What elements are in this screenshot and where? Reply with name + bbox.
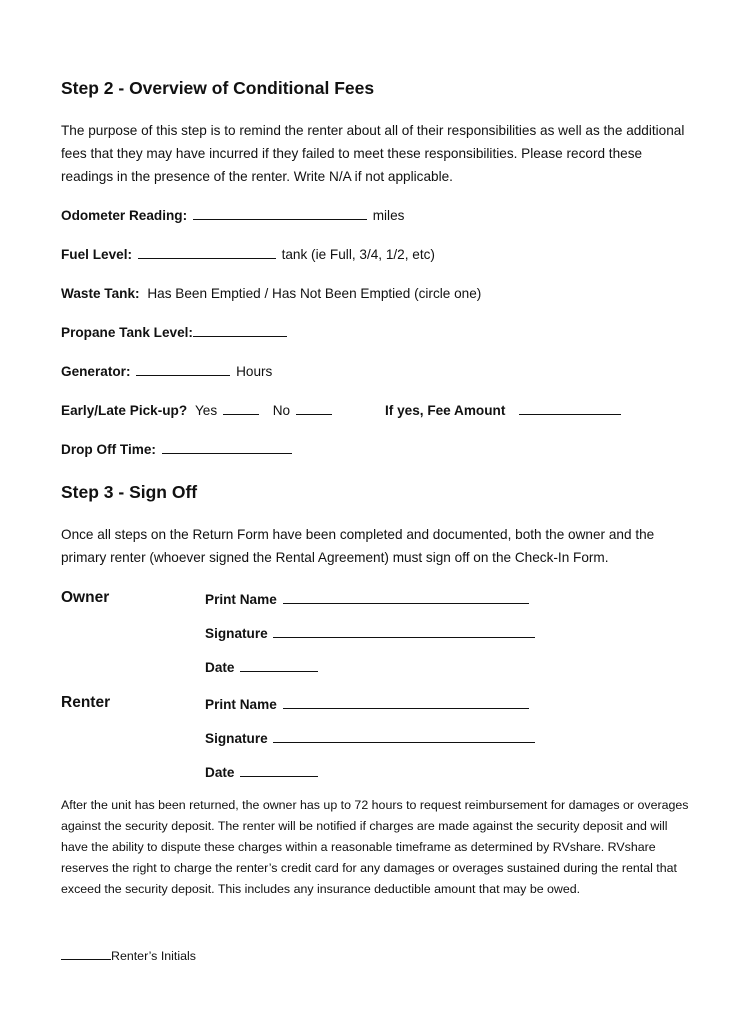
renter-signature-row bbox=[205, 731, 537, 746]
odometer-suffix: miles bbox=[372, 208, 405, 223]
fuel-suffix: tank (ie Full, 3/4, 1/2, etc) bbox=[281, 247, 435, 262]
renter-date-label: Date bbox=[205, 765, 235, 780]
fuel-field[interactable] bbox=[138, 257, 276, 259]
odometer-field[interactable] bbox=[193, 218, 367, 220]
generator-field[interactable] bbox=[136, 374, 230, 376]
waste-label: Waste Tank: bbox=[61, 286, 140, 301]
owner-print-name-label: Print Name bbox=[205, 592, 277, 607]
step3-intro: Once all steps on the Return Form have been completed and documented, both the owner and the primary renter (whoever signed the Rental Agreement) must sign off on the Check-In Form. bbox=[61, 527, 655, 565]
owner-signature-field[interactable] bbox=[273, 636, 535, 638]
owner-signature-label: Signature bbox=[205, 626, 268, 641]
pickup-yes-field[interactable] bbox=[223, 413, 259, 415]
owner-print-name-row bbox=[205, 592, 531, 607]
renter-signature-field[interactable] bbox=[273, 741, 535, 743]
owner-date-row bbox=[205, 660, 320, 675]
renter-signature-label: Signature bbox=[205, 731, 268, 746]
fee-row bbox=[385, 403, 623, 418]
generator-row bbox=[61, 364, 272, 379]
renter-initials-field[interactable] bbox=[61, 958, 111, 960]
renter-initials-row bbox=[61, 949, 196, 963]
renter-print-name-field[interactable] bbox=[283, 707, 529, 709]
renter-date-row bbox=[205, 765, 320, 780]
propane-field[interactable] bbox=[193, 335, 287, 337]
renter-print-name-label: Print Name bbox=[205, 697, 277, 712]
step3-title: Step 3 - Sign Off bbox=[61, 482, 198, 502]
dropoff-row bbox=[61, 442, 294, 457]
pickup-yes-label: Yes bbox=[194, 403, 218, 418]
generator-label: Generator: bbox=[61, 364, 131, 379]
renter-initials-label: Renter’s Initials bbox=[111, 949, 196, 963]
fee-field[interactable] bbox=[519, 413, 621, 415]
propane-label: Propane Tank Level: bbox=[61, 325, 193, 340]
dropoff-label: Drop Off Time: bbox=[61, 442, 156, 457]
renter-heading: Renter bbox=[61, 694, 111, 711]
owner-signature-row bbox=[205, 626, 537, 641]
propane-row bbox=[61, 325, 289, 340]
odometer-label: Odometer Reading: bbox=[61, 208, 188, 223]
owner-print-name-field[interactable] bbox=[283, 602, 529, 604]
fuel-row bbox=[61, 247, 435, 262]
fee-label: If yes, Fee Amount bbox=[385, 403, 506, 418]
pickup-no-field[interactable] bbox=[296, 413, 332, 415]
fuel-label: Fuel Level: bbox=[61, 247, 133, 262]
renter-print-name-row bbox=[205, 697, 531, 712]
disclaimer-paragraph: After the unit has been returned, the owner has up to 72 hours to request reimbursement for damages or overages against the security deposit. The renter will be notified if charges are made against the security deposit and will have the ability to dispute these charges within a reasonable timeframe as determined by RVshare. RVshare reserves the right to charge the renter’s credit card for any damages or overages sustained during the rental that exceed the security deposit. This includes any insurance deductible amount that may be owed. bbox=[61, 798, 689, 896]
generator-suffix: Hours bbox=[236, 364, 273, 379]
renter-date-field[interactable] bbox=[240, 775, 318, 777]
owner-date-label: Date bbox=[205, 660, 235, 675]
pickup-no-label: No bbox=[272, 403, 291, 418]
step2-intro: The purpose of this step is to remind the renter about all of their responsibilities as well as the additional fees that they may have incurred if they failed to meet these responsibilities. Please record these readings in the presence of the renter. Write N/A if not applicable. bbox=[61, 123, 685, 184]
pickup-row bbox=[61, 403, 334, 418]
dropoff-field[interactable] bbox=[162, 452, 292, 454]
step2-title: Step 2 - Overview of Conditional Fees bbox=[61, 78, 375, 98]
owner-date-field[interactable] bbox=[240, 670, 318, 672]
owner-heading: Owner bbox=[61, 589, 110, 606]
pickup-label: Early/Late Pick-up? bbox=[61, 403, 188, 418]
waste-row bbox=[61, 286, 481, 301]
waste-text: Has Been Emptied / Has Not Been Emptied (circle one) bbox=[147, 286, 482, 301]
odometer-row bbox=[61, 208, 404, 223]
